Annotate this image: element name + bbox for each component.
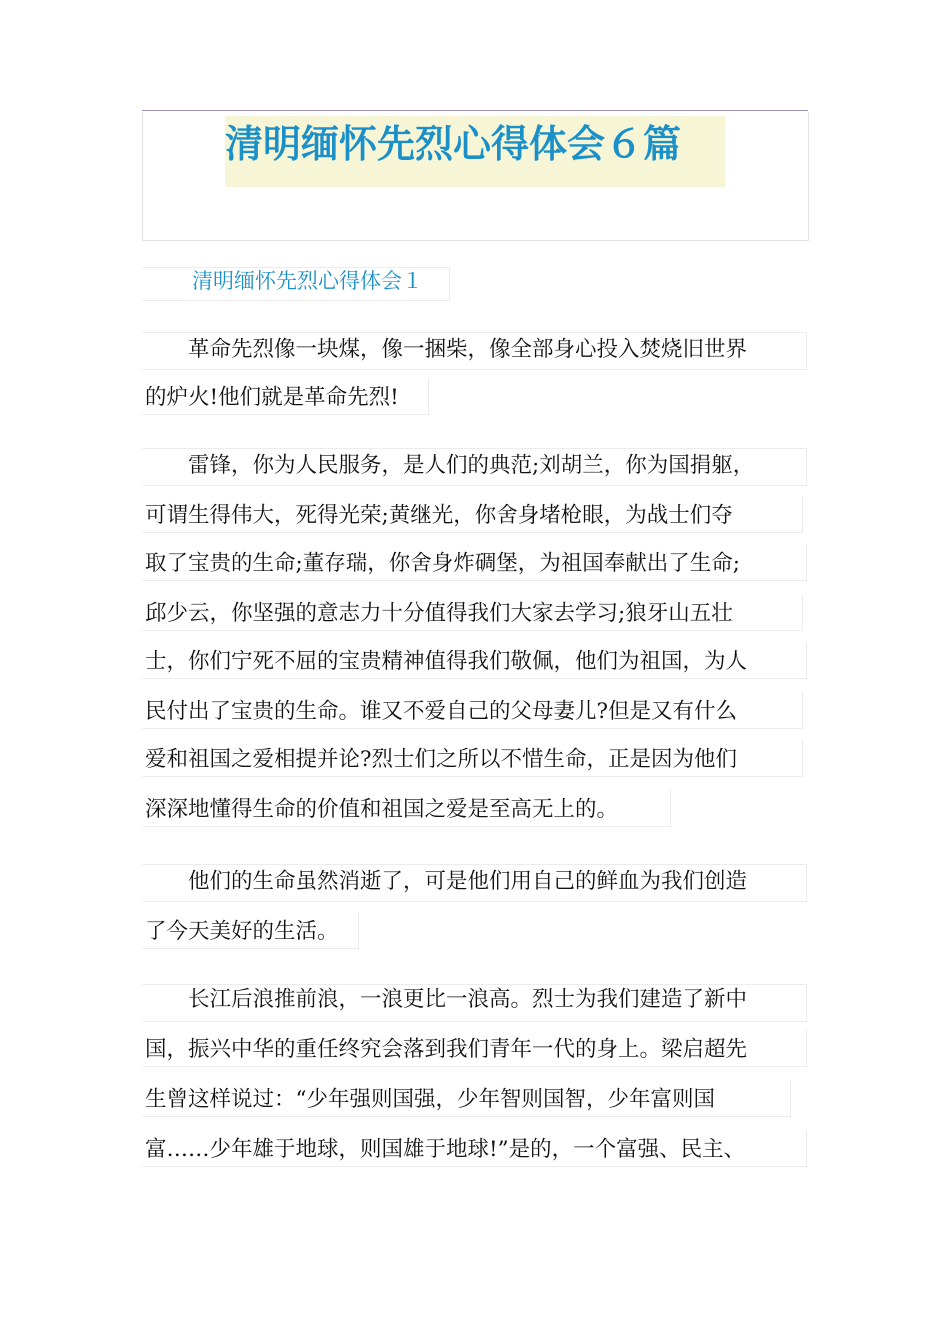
title-top-rule (142, 110, 808, 111)
paragraph-2-line-2: 可谓生得伟大，死得光荣;黄继光，你舍身堵枪眼，为战士们夺 (145, 503, 733, 528)
section-heading: 清明缅怀先烈心得体会１ (192, 269, 423, 293)
paragraph-4-line-4: 富……少年雄于地球，则国雄于地球!”是的，一个富强、民主、 (145, 1137, 746, 1162)
paragraph-2-line-6: 民付出了宝贵的生命。谁又不爱自己的父母妻儿?但是又有什么 (145, 699, 738, 724)
paragraph-2-line-4: 邱少云，你坚强的意志力十分值得我们大家去学习;狼牙山五壮 (145, 601, 733, 626)
paragraph-4-line-2: 国，振兴中华的重任终究会落到我们青年一代的身上。梁启超先 (145, 1037, 748, 1062)
paragraph-3-line-1: 他们的生命虽然消逝了，可是他们用自己的鲜血为我们创造 (145, 869, 748, 894)
paragraph-2-line-5: 士，你们宁死不屈的宝贵精神值得我们敬佩，他们为祖国，为人 (145, 649, 748, 674)
paragraph-2-line-3: 取了宝贵的生命;董存瑞，你舍身炸碉堡，为祖国奉献出了生命; (145, 551, 740, 576)
page-title: 清明缅怀先烈心得体会６篇 (225, 122, 682, 166)
paragraph-2-line-8: 深深地懂得生命的价值和祖国之爱是至高无上的。 (145, 797, 619, 822)
paragraph-4-line-3: 生曾这样说过：“少年强则国强，少年智则国智，少年富则国 (145, 1087, 715, 1112)
paragraph-4-line-1: 长江后浪推前浪，一浪更比一浪高。烈士为我们建造了新中 (145, 987, 748, 1012)
paragraph-2-line-7: 爱和祖国之爱相提并论?烈士们之所以不惜生命，正是因为他们 (145, 747, 738, 772)
paragraph-3-line-2: 了今天美好的生活。 (145, 919, 339, 944)
paragraph-1-line-2: 的炉火!他们就是革命先烈! (145, 385, 399, 410)
paragraph-1-line-1: 革命先烈像一块煤，像一捆柴，像全部身心投入焚烧旧世界 (145, 337, 748, 362)
paragraph-2-line-1: 雷锋，你为人民服务，是人们的典范;刘胡兰，你为国捐躯， (145, 453, 755, 478)
